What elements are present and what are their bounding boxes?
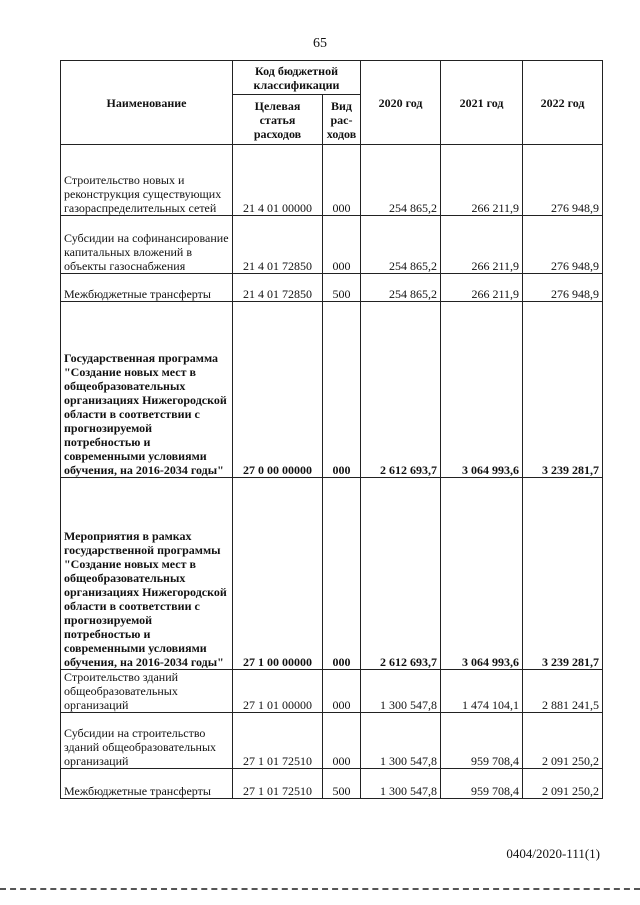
- row-expense-type: 000: [323, 670, 361, 713]
- table-row: [61, 670, 603, 713]
- row-value-2021: 266 211,9: [441, 216, 523, 274]
- row-expense-type: 500: [323, 769, 361, 799]
- budget-table: [60, 60, 603, 799]
- document-code: 0404/2020-111(1): [506, 846, 600, 861]
- row-target-code: 27 1 01 72510: [233, 713, 323, 769]
- row-value-2022: 276 948,9: [523, 216, 603, 274]
- row-name: Субсидии на софинансирование капитальных вложений в объекты газоснабжения: [61, 216, 233, 274]
- table-row: [61, 302, 603, 478]
- row-name: Межбюджетные трансферты: [61, 769, 233, 799]
- row-value-2020: 254 865,2: [361, 274, 441, 302]
- row-name: Строительство новых и реконструкция существующих газораспределительных сетей: [61, 145, 233, 216]
- page-number: 65: [313, 36, 327, 51]
- table-row: [61, 145, 603, 216]
- row-name: Межбюджетные трансферты: [61, 274, 233, 302]
- table-row: [61, 769, 603, 799]
- row-value-2020: 254 865,2: [361, 216, 441, 274]
- row-value-2021: 959 708,4: [441, 769, 523, 799]
- row-value-2020: 1 300 547,8: [361, 713, 441, 769]
- table-row: [61, 713, 603, 769]
- row-value-2021: 266 211,9: [441, 145, 523, 216]
- row-value-2022: 276 948,9: [523, 274, 603, 302]
- row-expense-type: 000: [323, 302, 361, 478]
- row-expense-type: 000: [323, 478, 361, 670]
- row-name: Строительство зданий общеобразовательных организаций: [61, 670, 233, 713]
- row-value-2022: 3 239 281,7: [523, 302, 603, 478]
- row-value-2020: 2 612 693,7: [361, 478, 441, 670]
- row-target-code: 27 0 00 00000: [233, 302, 323, 478]
- row-value-2020: 2 612 693,7: [361, 302, 441, 478]
- row-expense-type: 500: [323, 274, 361, 302]
- row-value-2021: 959 708,4: [441, 713, 523, 769]
- row-target-code: 27 1 01 00000: [233, 670, 323, 713]
- header-2021: 2021 год: [441, 61, 523, 145]
- header-kbk: Код бюджетной классификации: [233, 61, 361, 95]
- row-target-code: 21 4 01 72850: [233, 274, 323, 302]
- row-value-2022: 2 091 250,2: [523, 713, 603, 769]
- row-expense-type: 000: [323, 145, 361, 216]
- header-expense-type: Вид рас-ходов: [323, 95, 361, 145]
- header-2022: 2022 год: [523, 61, 603, 145]
- row-name: Субсидии на строительство зданий общеобразовательных организаций: [61, 713, 233, 769]
- row-target-code: 27 1 00 00000: [233, 478, 323, 670]
- row-name: Мероприятия в рамках государственной программы "Создание новых мест в общеобразовательных организациях Нижегородской области в соответствии с прогнозируемой потребностью и современными условиями обучения, на 2016-2034 годы": [61, 478, 233, 670]
- row-value-2020: 1 300 547,8: [361, 670, 441, 713]
- bottom-dashed-line: [0, 888, 640, 893]
- row-target-code: 27 1 01 72510: [233, 769, 323, 799]
- row-value-2022: 2 881 241,5: [523, 670, 603, 713]
- row-name: Государственная программа "Создание новых мест в общеобразовательных организациях Нижегородской области в соответствии с прогнозируемой потребностью и современными условиями обучения, на 2016-2034 годы": [61, 302, 233, 478]
- table-row: [61, 274, 603, 302]
- row-value-2021: 1 474 104,1: [441, 670, 523, 713]
- row-value-2022: 2 091 250,2: [523, 769, 603, 799]
- row-value-2020: 1 300 547,8: [361, 769, 441, 799]
- table-header: [61, 61, 603, 145]
- table-row: [61, 216, 603, 274]
- table-body: [61, 145, 603, 799]
- row-value-2022: 3 239 281,7: [523, 478, 603, 670]
- row-value-2020: 254 865,2: [361, 145, 441, 216]
- row-value-2021: 3 064 993,6: [441, 302, 523, 478]
- row-target-code: 21 4 01 00000: [233, 145, 323, 216]
- row-expense-type: 000: [323, 216, 361, 274]
- row-target-code: 21 4 01 72850: [233, 216, 323, 274]
- row-value-2022: 276 948,9: [523, 145, 603, 216]
- row-value-2021: 3 064 993,6: [441, 478, 523, 670]
- row-value-2021: 266 211,9: [441, 274, 523, 302]
- row-expense-type: 000: [323, 713, 361, 769]
- header-name: Наименование: [61, 61, 233, 145]
- header-2020: 2020 год: [361, 61, 441, 145]
- header-target-article: Целевая статья расходов: [233, 95, 323, 145]
- table-row: [61, 478, 603, 670]
